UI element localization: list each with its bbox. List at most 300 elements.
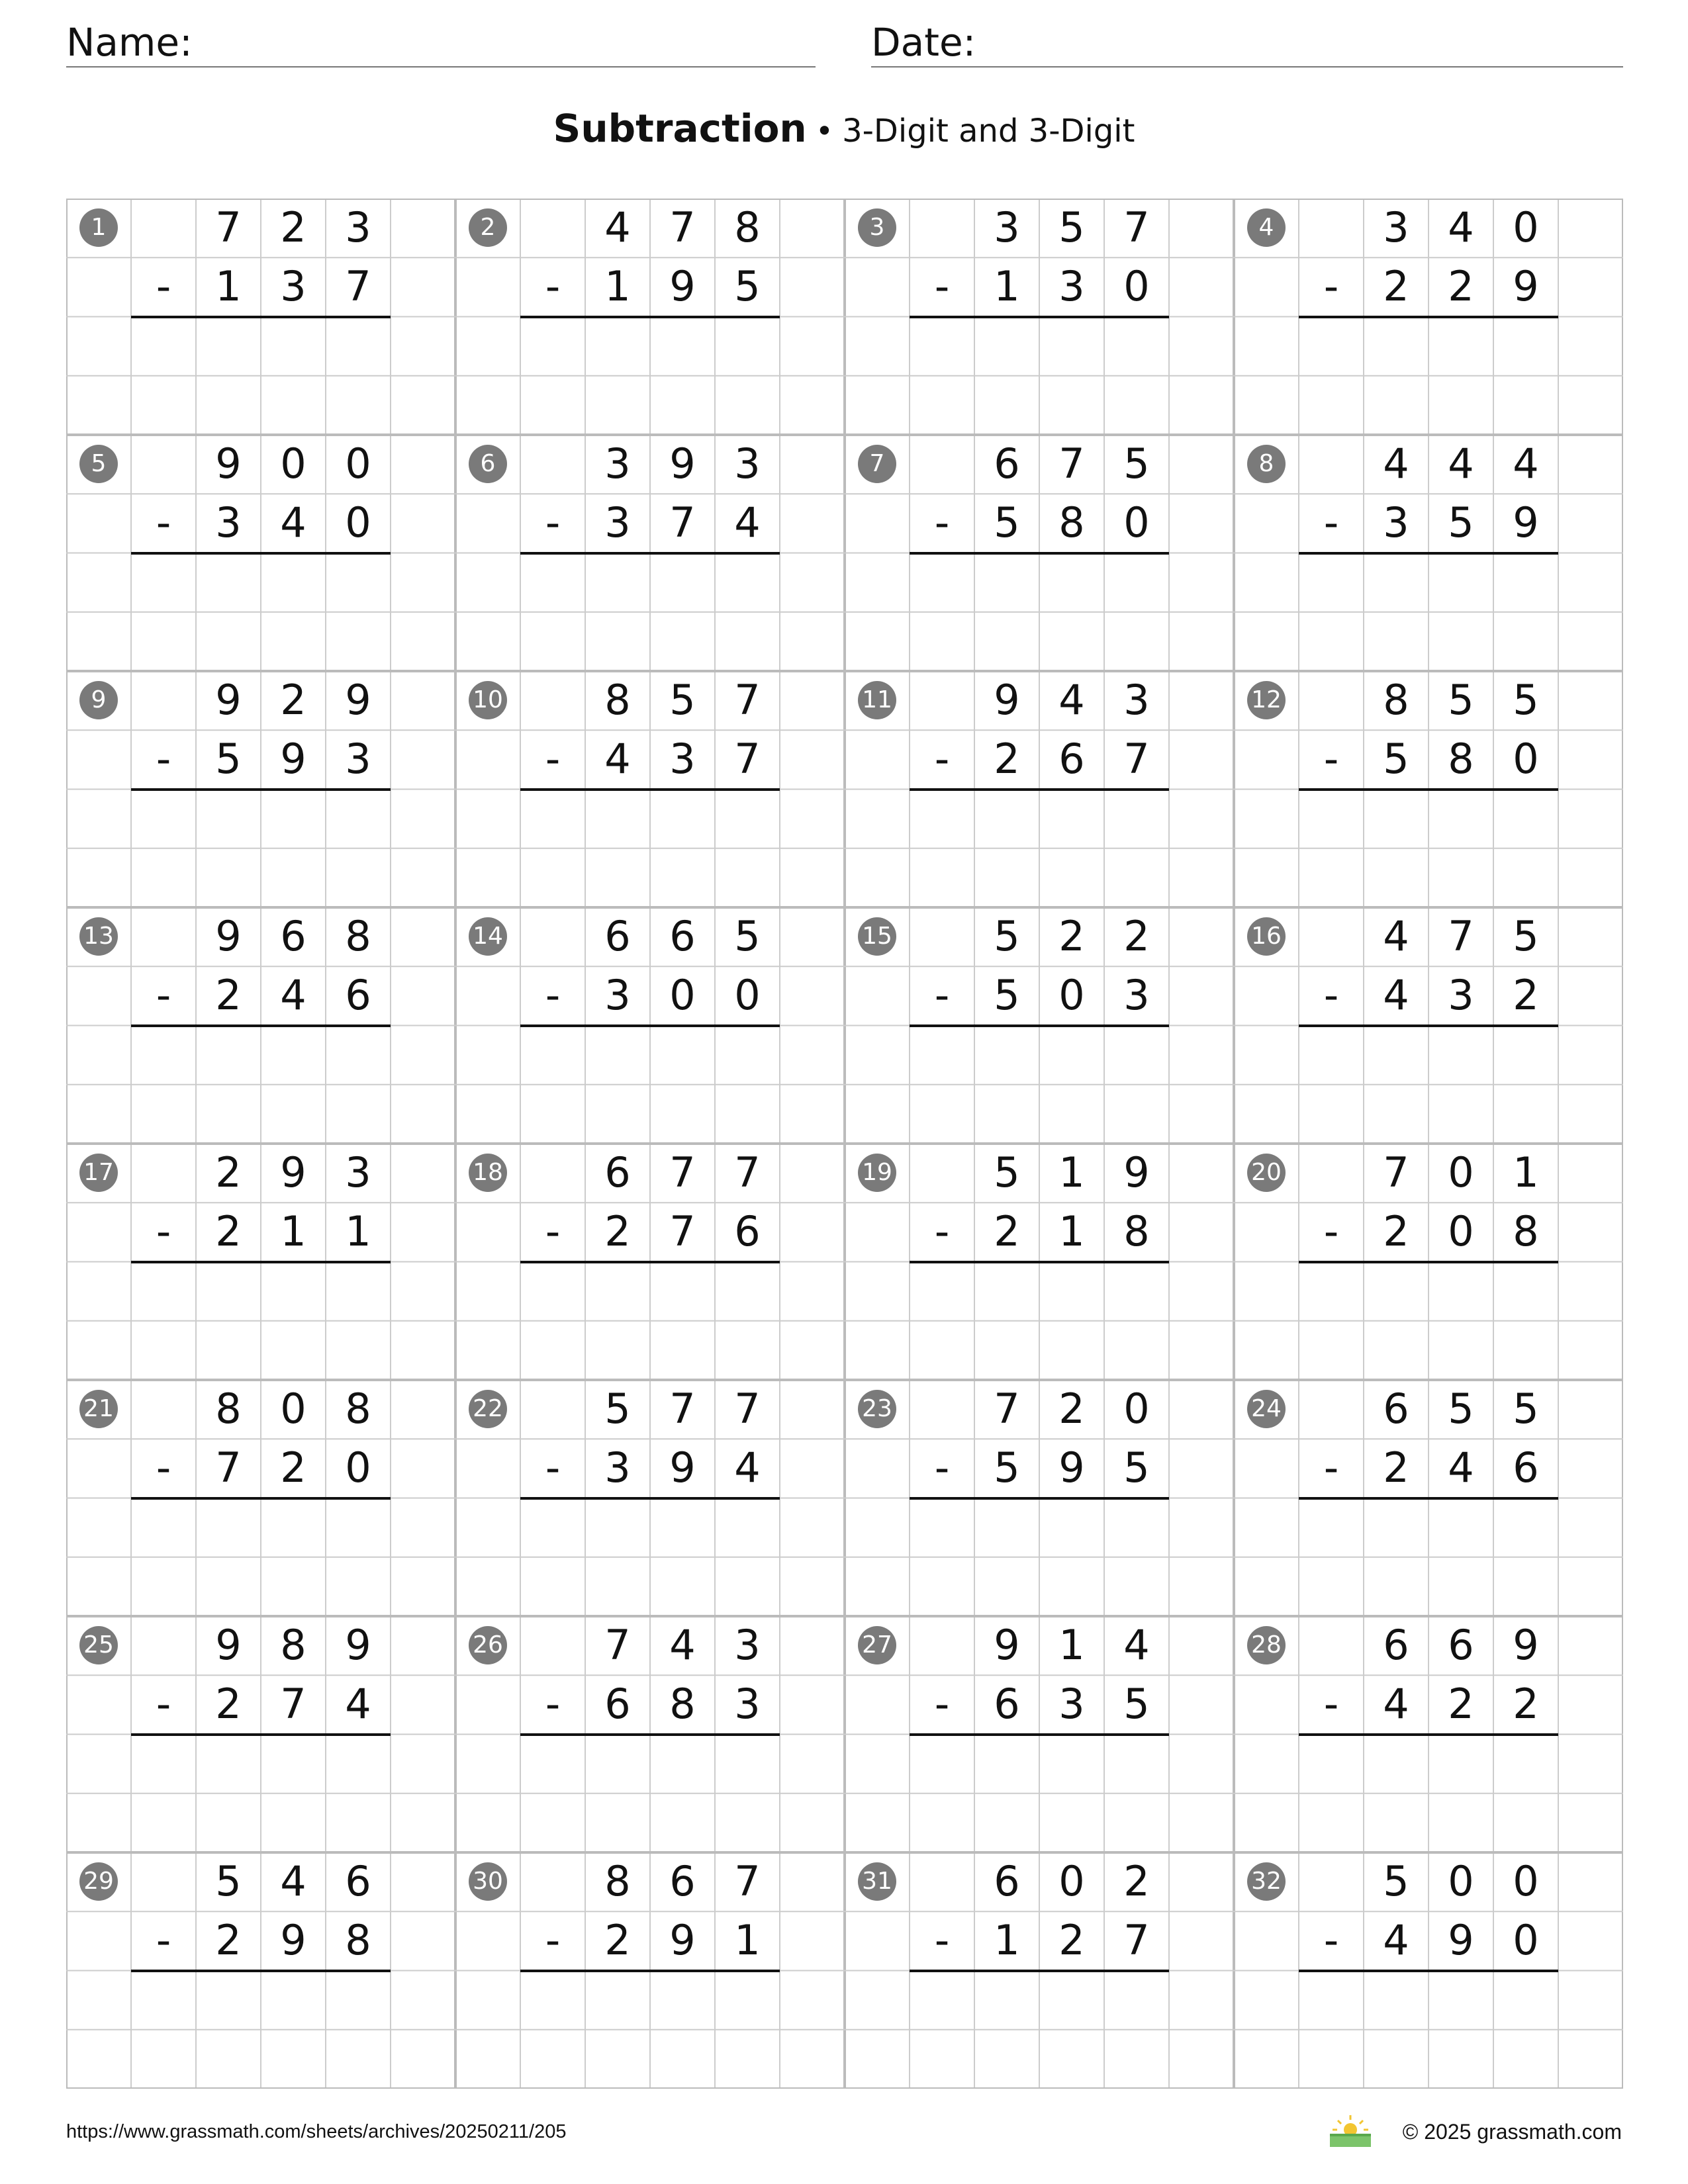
minuend-digit: 7 bbox=[734, 1148, 761, 1197]
minuend-digit: 8 bbox=[734, 203, 761, 251]
minus-sign: - bbox=[545, 498, 561, 547]
minuend-digit: 2 bbox=[1123, 1857, 1150, 1905]
answer-area[interactable] bbox=[1299, 1026, 1558, 1144]
problem-number-badge: 20 bbox=[1247, 1154, 1286, 1192]
minuend-digit: 8 bbox=[604, 1857, 631, 1905]
subtrahend-digit: 2 bbox=[280, 1443, 306, 1492]
subtrahend-digit: 4 bbox=[280, 971, 306, 1020]
problem-number-badge: 23 bbox=[858, 1390, 896, 1428]
minuend-digit: 7 bbox=[1123, 203, 1150, 251]
minus-sign: - bbox=[934, 971, 950, 1020]
answer-area[interactable] bbox=[910, 790, 1169, 908]
subtrahend-digit: 2 bbox=[1513, 971, 1539, 1020]
minuend-digit: 7 bbox=[215, 203, 242, 251]
subtrahend-digit: 8 bbox=[1448, 735, 1474, 784]
minuend-digit: 7 bbox=[604, 1621, 631, 1669]
minuend-digit: 2 bbox=[215, 1148, 242, 1197]
answer-area[interactable] bbox=[910, 1262, 1169, 1381]
minus-sign: - bbox=[1323, 262, 1339, 311]
subtrahend-digit: 0 bbox=[669, 971, 696, 1020]
answer-area[interactable] bbox=[910, 1026, 1169, 1144]
answer-area[interactable] bbox=[520, 790, 780, 908]
minuend-digit: 0 bbox=[1058, 1857, 1085, 1905]
minuend-digit: 7 bbox=[1448, 912, 1474, 960]
subtrahend-digit: 0 bbox=[1513, 1916, 1539, 1965]
minuend-digit: 5 bbox=[1383, 1857, 1409, 1905]
answer-area[interactable] bbox=[520, 553, 780, 672]
answer-area[interactable] bbox=[1299, 1262, 1558, 1381]
subtrahend-digit: 3 bbox=[215, 498, 242, 547]
minuend-digit: 4 bbox=[1058, 676, 1085, 724]
subtrahend-digit: 5 bbox=[1383, 735, 1409, 784]
answer-area[interactable] bbox=[1299, 790, 1558, 908]
problem-number-badge: 11 bbox=[858, 681, 896, 719]
minus-sign: - bbox=[1323, 1680, 1339, 1729]
problem-number-badge: 30 bbox=[469, 1862, 507, 1901]
minuend-digit: 5 bbox=[215, 1857, 242, 1905]
minuend-digit: 0 bbox=[1448, 1857, 1474, 1905]
minuend-digit: 6 bbox=[1448, 1621, 1474, 1669]
subtrahend-digit: 4 bbox=[1383, 971, 1409, 1020]
problem-number-badge: 10 bbox=[469, 681, 507, 719]
minuend-digit: 0 bbox=[1513, 1857, 1539, 1905]
subtrahend-digit: 6 bbox=[1058, 735, 1085, 784]
subtrahend-digit: 9 bbox=[1513, 262, 1539, 311]
minuend-digit: 7 bbox=[734, 1857, 761, 1905]
minuend-digit: 9 bbox=[280, 1148, 306, 1197]
subtrahend-digit: 1 bbox=[734, 1916, 761, 1965]
answer-area[interactable] bbox=[131, 553, 391, 672]
minus-sign: - bbox=[156, 1443, 171, 1492]
problem-number-badge: 27 bbox=[858, 1626, 896, 1664]
minuend-digit: 6 bbox=[994, 439, 1020, 488]
answer-area[interactable] bbox=[910, 1498, 1169, 1617]
subtrahend-digit: 9 bbox=[280, 735, 306, 784]
subtrahend-digit: 8 bbox=[345, 1916, 371, 1965]
subtrahend-digit: 2 bbox=[215, 971, 242, 1020]
minus-sign: - bbox=[1323, 1916, 1339, 1965]
subtrahend-digit: 2 bbox=[1058, 1916, 1085, 1965]
subtrahend-digit: 5 bbox=[1123, 1443, 1150, 1492]
minuend-digit: 4 bbox=[1448, 203, 1474, 251]
subtrahend-digit: 9 bbox=[669, 1443, 696, 1492]
minus-sign: - bbox=[934, 498, 950, 547]
subtrahend-digit: 2 bbox=[1513, 1680, 1539, 1729]
answer-area[interactable] bbox=[1299, 553, 1558, 672]
minuend-digit: 7 bbox=[1383, 1148, 1409, 1197]
sun-over-grass-icon bbox=[1327, 2110, 1374, 2150]
subtrahend-digit: 0 bbox=[345, 1443, 371, 1492]
minuend-digit: 2 bbox=[1123, 912, 1150, 960]
problem-number-badge: 6 bbox=[469, 445, 507, 483]
minuend-digit: 6 bbox=[280, 912, 306, 960]
problem-number-badge: 21 bbox=[79, 1390, 118, 1428]
minuend-digit: 9 bbox=[215, 676, 242, 724]
minus-sign: - bbox=[1323, 971, 1339, 1020]
answer-area[interactable] bbox=[131, 317, 391, 435]
subtrahend-digit: 2 bbox=[215, 1207, 242, 1256]
minus-sign: - bbox=[545, 1443, 561, 1492]
problem-number-badge: 18 bbox=[469, 1154, 507, 1192]
subtrahend-digit: 5 bbox=[1123, 1680, 1150, 1729]
minuend-digit: 6 bbox=[669, 912, 696, 960]
minus-sign: - bbox=[156, 971, 171, 1020]
problem-sheet bbox=[66, 199, 1623, 2089]
minuend-digit: 0 bbox=[280, 439, 306, 488]
problem-number-badge: 4 bbox=[1247, 208, 1286, 247]
minuend-digit: 4 bbox=[1383, 439, 1409, 488]
minus-sign: - bbox=[545, 1680, 561, 1729]
minuend-digit: 9 bbox=[994, 1621, 1020, 1669]
minuend-digit: 3 bbox=[345, 203, 371, 251]
name-label: Name: bbox=[66, 20, 193, 65]
minuend-digit: 7 bbox=[994, 1385, 1020, 1433]
minuend-digit: 4 bbox=[1513, 439, 1539, 488]
subtrahend-digit: 2 bbox=[215, 1916, 242, 1965]
answer-area[interactable] bbox=[131, 1262, 391, 1381]
minus-sign: - bbox=[1323, 1443, 1339, 1492]
subtrahend-digit: 6 bbox=[1513, 1443, 1539, 1492]
answer-area[interactable] bbox=[910, 553, 1169, 672]
subtrahend-digit: 0 bbox=[1513, 735, 1539, 784]
subtrahend-digit: 7 bbox=[1123, 735, 1150, 784]
answer-area[interactable] bbox=[1299, 1971, 1558, 2089]
minus-sign: - bbox=[156, 735, 171, 784]
minus-sign: - bbox=[934, 1207, 950, 1256]
problem-number-badge: 31 bbox=[858, 1862, 896, 1901]
minuend-digit: 8 bbox=[280, 1621, 306, 1669]
footer-copyright: © 2025 grassmath.com bbox=[1402, 2120, 1622, 2144]
subtrahend-digit: 7 bbox=[345, 262, 371, 311]
name-field[interactable] bbox=[66, 66, 816, 68]
minus-sign: - bbox=[1323, 498, 1339, 547]
subtrahend-digit: 4 bbox=[345, 1680, 371, 1729]
problem-number-badge: 12 bbox=[1247, 681, 1286, 719]
minus-sign: - bbox=[156, 498, 171, 547]
subtrahend-digit: 4 bbox=[280, 498, 306, 547]
subtrahend-digit: 7 bbox=[215, 1443, 242, 1492]
date-field[interactable] bbox=[871, 66, 1623, 68]
minuend-digit: 9 bbox=[345, 676, 371, 724]
subtrahend-digit: 6 bbox=[734, 1207, 761, 1256]
minus-sign: - bbox=[1323, 1207, 1339, 1256]
title-main: Subtraction bbox=[553, 106, 807, 151]
problem-number-badge: 9 bbox=[79, 681, 118, 719]
minuend-digit: 3 bbox=[345, 1148, 371, 1197]
answer-area[interactable] bbox=[910, 1971, 1169, 2089]
minus-sign: - bbox=[545, 1207, 561, 1256]
subtrahend-digit: 0 bbox=[1123, 262, 1150, 311]
problem-number-badge: 8 bbox=[1247, 445, 1286, 483]
minuend-digit: 5 bbox=[1448, 1385, 1474, 1433]
minuend-digit: 5 bbox=[734, 912, 761, 960]
minuend-digit: 9 bbox=[215, 912, 242, 960]
subtrahend-digit: 0 bbox=[345, 498, 371, 547]
title-separator: • bbox=[815, 113, 833, 149]
minus-sign: - bbox=[545, 1916, 561, 1965]
subtrahend-digit: 8 bbox=[1513, 1207, 1539, 1256]
minuend-digit: 5 bbox=[1513, 912, 1539, 960]
minuend-digit: 5 bbox=[669, 676, 696, 724]
answer-area[interactable] bbox=[910, 317, 1169, 435]
minuend-digit: 8 bbox=[345, 912, 371, 960]
subtrahend-digit: 2 bbox=[604, 1916, 631, 1965]
minuend-digit: 5 bbox=[604, 1385, 631, 1433]
minuend-digit: 9 bbox=[1513, 1621, 1539, 1669]
minuend-digit: 4 bbox=[1383, 912, 1409, 960]
minuend-digit: 5 bbox=[1513, 1385, 1539, 1433]
subtrahend-digit: 3 bbox=[669, 735, 696, 784]
minuend-digit: 2 bbox=[280, 203, 306, 251]
minuend-digit: 2 bbox=[1058, 1385, 1085, 1433]
minuend-digit: 1 bbox=[1513, 1148, 1539, 1197]
subtrahend-digit: 5 bbox=[215, 735, 242, 784]
minuend-digit: 0 bbox=[1123, 1385, 1150, 1433]
minuend-digit: 9 bbox=[215, 1621, 242, 1669]
minuend-digit: 7 bbox=[669, 1148, 696, 1197]
subtrahend-digit: 0 bbox=[1123, 498, 1150, 547]
answer-area[interactable] bbox=[1299, 1735, 1558, 1853]
subtrahend-digit: 6 bbox=[994, 1680, 1020, 1729]
problem-number-badge: 1 bbox=[79, 208, 118, 247]
minuend-digit: 3 bbox=[1383, 203, 1409, 251]
problem-number-badge: 2 bbox=[469, 208, 507, 247]
subtrahend-digit: 4 bbox=[1383, 1680, 1409, 1729]
subtrahend-digit: 7 bbox=[734, 735, 761, 784]
subtrahend-digit: 4 bbox=[1383, 1916, 1409, 1965]
subtrahend-digit: 1 bbox=[215, 262, 242, 311]
minuend-digit: 5 bbox=[1448, 676, 1474, 724]
answer-area[interactable] bbox=[520, 1026, 780, 1144]
problem-number-badge: 13 bbox=[79, 917, 118, 956]
subtrahend-digit: 3 bbox=[604, 971, 631, 1020]
problem-number-badge: 14 bbox=[469, 917, 507, 956]
minus-sign: - bbox=[156, 1207, 171, 1256]
subtrahend-digit: 5 bbox=[734, 262, 761, 311]
subtrahend-digit: 3 bbox=[604, 498, 631, 547]
subtrahend-digit: 7 bbox=[1123, 1916, 1150, 1965]
minuend-digit: 8 bbox=[604, 676, 631, 724]
minus-sign: - bbox=[1323, 735, 1339, 784]
subtrahend-digit: 3 bbox=[1058, 262, 1085, 311]
minuend-digit: 7 bbox=[1058, 439, 1085, 488]
subtrahend-digit: 1 bbox=[994, 262, 1020, 311]
subtrahend-digit: 1 bbox=[1058, 1207, 1085, 1256]
minus-sign: - bbox=[156, 1680, 171, 1729]
subtrahend-digit: 5 bbox=[994, 1443, 1020, 1492]
minuend-digit: 6 bbox=[1383, 1385, 1409, 1433]
minuend-digit: 3 bbox=[604, 439, 631, 488]
subtrahend-digit: 1 bbox=[280, 1207, 306, 1256]
minuend-digit: 1 bbox=[1058, 1148, 1085, 1197]
subtrahend-digit: 2 bbox=[215, 1680, 242, 1729]
minuend-digit: 6 bbox=[604, 912, 631, 960]
minuend-digit: 5 bbox=[1058, 203, 1085, 251]
subtrahend-digit: 9 bbox=[1058, 1443, 1085, 1492]
minuend-digit: 6 bbox=[994, 1857, 1020, 1905]
subtrahend-digit: 4 bbox=[604, 735, 631, 784]
problem-number-badge: 22 bbox=[469, 1390, 507, 1428]
subtrahend-digit: 4 bbox=[1448, 1443, 1474, 1492]
minuend-digit: 4 bbox=[1123, 1621, 1150, 1669]
minuend-digit: 0 bbox=[1448, 1148, 1474, 1197]
answer-area[interactable] bbox=[131, 1498, 391, 1617]
subtrahend-digit: 8 bbox=[1123, 1207, 1150, 1256]
minuend-digit: 9 bbox=[345, 1621, 371, 1669]
problem-number-badge: 29 bbox=[79, 1862, 118, 1901]
footer-url: https://www.grassmath.com/sheets/archives/20250211/205 bbox=[66, 2121, 567, 2142]
subtrahend-digit: 0 bbox=[1058, 971, 1085, 1020]
minuend-digit: 4 bbox=[1448, 439, 1474, 488]
subtrahend-digit: 8 bbox=[669, 1680, 696, 1729]
minuend-digit: 8 bbox=[345, 1385, 371, 1433]
minus-sign: - bbox=[156, 262, 171, 311]
minuend-digit: 6 bbox=[604, 1148, 631, 1197]
subtrahend-digit: 3 bbox=[345, 735, 371, 784]
subtrahend-digit: 8 bbox=[1058, 498, 1085, 547]
minuend-digit: 9 bbox=[994, 676, 1020, 724]
subtrahend-digit: 2 bbox=[1448, 262, 1474, 311]
minuend-digit: 7 bbox=[734, 676, 761, 724]
subtrahend-digit: 1 bbox=[345, 1207, 371, 1256]
minuend-digit: 0 bbox=[345, 439, 371, 488]
minuend-digit: 3 bbox=[734, 1621, 761, 1669]
minuend-digit: 3 bbox=[1123, 676, 1150, 724]
subtrahend-digit: 2 bbox=[1383, 262, 1409, 311]
answer-area[interactable] bbox=[1299, 317, 1558, 435]
minuend-digit: 2 bbox=[280, 676, 306, 724]
minuend-digit: 2 bbox=[1058, 912, 1085, 960]
subtrahend-digit: 6 bbox=[345, 971, 371, 1020]
minuend-digit: 6 bbox=[669, 1857, 696, 1905]
answer-area[interactable] bbox=[910, 1735, 1169, 1853]
problem-number-badge: 3 bbox=[858, 208, 896, 247]
subtrahend-digit: 3 bbox=[280, 262, 306, 311]
problem-number-badge: 7 bbox=[858, 445, 896, 483]
minus-sign: - bbox=[934, 262, 950, 311]
subtrahend-digit: 4 bbox=[734, 1443, 761, 1492]
minuend-digit: 6 bbox=[345, 1857, 371, 1905]
subtrahend-digit: 6 bbox=[604, 1680, 631, 1729]
minuend-digit: 9 bbox=[215, 439, 242, 488]
answer-area[interactable] bbox=[131, 1735, 391, 1853]
problem-number-badge: 24 bbox=[1247, 1390, 1286, 1428]
subtrahend-digit: 7 bbox=[280, 1680, 306, 1729]
subtrahend-digit: 9 bbox=[669, 262, 696, 311]
problem-number-badge: 16 bbox=[1247, 917, 1286, 956]
minuend-digit: 0 bbox=[280, 1385, 306, 1433]
title-subtitle: 3-Digit and 3-Digit bbox=[842, 113, 1135, 150]
subtrahend-digit: 3 bbox=[1383, 498, 1409, 547]
minuend-digit: 4 bbox=[280, 1857, 306, 1905]
subtrahend-digit: 3 bbox=[734, 1680, 761, 1729]
subtrahend-digit: 7 bbox=[669, 498, 696, 547]
subtrahend-digit: 2 bbox=[604, 1207, 631, 1256]
minuend-digit: 4 bbox=[669, 1621, 696, 1669]
subtrahend-digit: 5 bbox=[1448, 498, 1474, 547]
problem-number-badge: 19 bbox=[858, 1154, 896, 1192]
subtrahend-digit: 0 bbox=[734, 971, 761, 1020]
problem-number-badge: 28 bbox=[1247, 1626, 1286, 1664]
subtrahend-digit: 7 bbox=[669, 1207, 696, 1256]
minus-sign: - bbox=[934, 1680, 950, 1729]
minus-sign: - bbox=[156, 1916, 171, 1965]
minuend-digit: 5 bbox=[1123, 439, 1150, 488]
minuend-digit: 8 bbox=[1383, 676, 1409, 724]
minus-sign: - bbox=[934, 1443, 950, 1492]
subtrahend-digit: 9 bbox=[1448, 1916, 1474, 1965]
minuend-digit: 5 bbox=[1513, 676, 1539, 724]
subtrahend-digit: 3 bbox=[604, 1443, 631, 1492]
answer-area[interactable] bbox=[131, 1971, 391, 2089]
problem-number-badge: 25 bbox=[79, 1626, 118, 1664]
minus-sign: - bbox=[934, 1916, 950, 1965]
minuend-digit: 5 bbox=[994, 912, 1020, 960]
minus-sign: - bbox=[545, 262, 561, 311]
minuend-digit: 7 bbox=[669, 203, 696, 251]
minus-sign: - bbox=[934, 735, 950, 784]
subtrahend-digit: 9 bbox=[669, 1916, 696, 1965]
subtrahend-digit: 0 bbox=[1448, 1207, 1474, 1256]
subtrahend-digit: 1 bbox=[994, 1916, 1020, 1965]
minus-sign: - bbox=[545, 971, 561, 1020]
problem-number-badge: 32 bbox=[1247, 1862, 1286, 1901]
minuend-digit: 6 bbox=[1383, 1621, 1409, 1669]
subtrahend-digit: 2 bbox=[1448, 1680, 1474, 1729]
date-label: Date: bbox=[871, 20, 976, 65]
subtrahend-digit: 5 bbox=[994, 971, 1020, 1020]
minuend-digit: 9 bbox=[1123, 1148, 1150, 1197]
answer-area[interactable] bbox=[1299, 1498, 1558, 1617]
minuend-digit: 3 bbox=[994, 203, 1020, 251]
answer-area[interactable] bbox=[520, 317, 780, 435]
minuend-digit: 5 bbox=[994, 1148, 1020, 1197]
answer-area[interactable] bbox=[520, 1498, 780, 1617]
subtrahend-digit: 4 bbox=[734, 498, 761, 547]
minuend-digit: 7 bbox=[669, 1385, 696, 1433]
subtrahend-digit: 2 bbox=[1383, 1443, 1409, 1492]
minuend-digit: 0 bbox=[1513, 203, 1539, 251]
problem-number-badge: 15 bbox=[858, 917, 896, 956]
subtrahend-digit: 9 bbox=[280, 1916, 306, 1965]
minuend-digit: 8 bbox=[215, 1385, 242, 1433]
subtrahend-digit: 3 bbox=[1058, 1680, 1085, 1729]
minus-sign: - bbox=[545, 735, 561, 784]
answer-area[interactable] bbox=[131, 790, 391, 908]
subtrahend-digit: 1 bbox=[604, 262, 631, 311]
problem-number-badge: 5 bbox=[79, 445, 118, 483]
answer-area[interactable] bbox=[520, 1735, 780, 1853]
problem-number-badge: 17 bbox=[79, 1154, 118, 1192]
minuend-digit: 3 bbox=[734, 439, 761, 488]
minuend-digit: 4 bbox=[604, 203, 631, 251]
answer-area[interactable] bbox=[131, 1026, 391, 1144]
minuend-digit: 9 bbox=[669, 439, 696, 488]
worksheet-title bbox=[0, 106, 1688, 151]
subtrahend-digit: 5 bbox=[994, 498, 1020, 547]
subtrahend-digit: 2 bbox=[1383, 1207, 1409, 1256]
subtrahend-digit: 2 bbox=[994, 735, 1020, 784]
minuend-digit: 1 bbox=[1058, 1621, 1085, 1669]
subtrahend-digit: 3 bbox=[1448, 971, 1474, 1020]
subtrahend-digit: 2 bbox=[994, 1207, 1020, 1256]
answer-area[interactable] bbox=[520, 1971, 780, 2089]
problem-number-badge: 26 bbox=[469, 1626, 507, 1664]
subtrahend-digit: 3 bbox=[1123, 971, 1150, 1020]
answer-area[interactable] bbox=[520, 1262, 780, 1381]
subtrahend-digit: 9 bbox=[1513, 498, 1539, 547]
minuend-digit: 7 bbox=[734, 1385, 761, 1433]
